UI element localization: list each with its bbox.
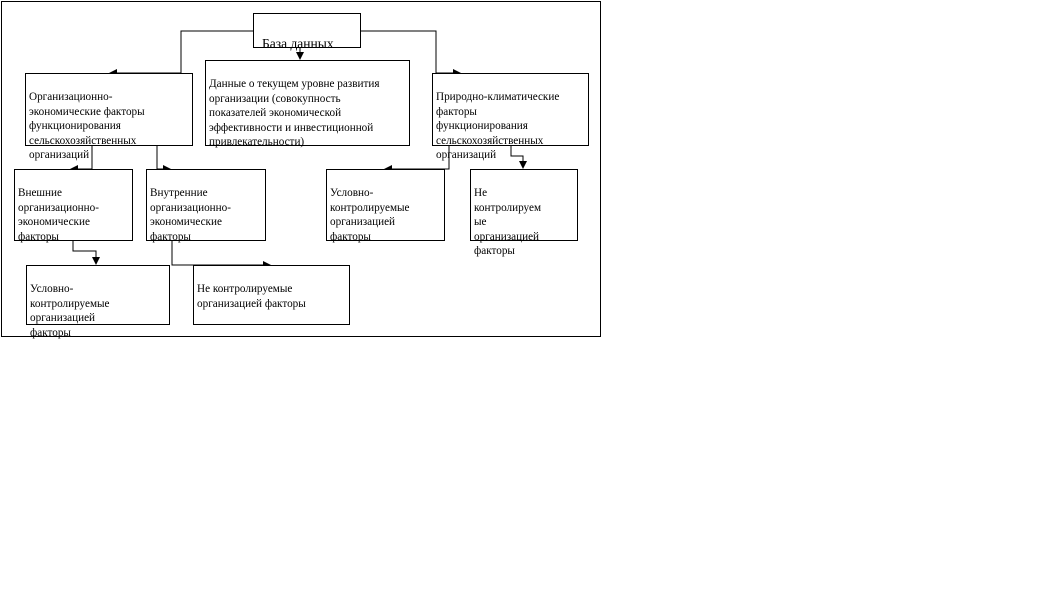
natural-climatic-factors-box bbox=[432, 73, 589, 162]
org-econ-factors-label: Организационно- экономические факторы функционирования сельскохозяйственных организаций bbox=[29, 91, 145, 162]
nc-controlled-factors-box bbox=[326, 169, 445, 241]
nc-uncontrolled-factors-box bbox=[470, 169, 578, 258]
database-box bbox=[253, 13, 361, 51]
ext-controlled-factors-label: Условно- контролируемые организацией факторы bbox=[30, 283, 110, 339]
database-label: База данных bbox=[262, 36, 334, 51]
int-uncontrolled-factors-box bbox=[193, 265, 350, 325]
connector-natural-climatic-to-uncontrolled bbox=[511, 145, 523, 168]
int-uncontrolled-factors-label: Не контролируемые организацией факторы bbox=[197, 283, 306, 310]
connector-org-econ-to-internal bbox=[157, 145, 170, 169]
nc-controlled-factors-label: Условно- контролируемые организацией факторы bbox=[330, 187, 410, 243]
external-factors-box bbox=[14, 169, 133, 241]
internal-factors-box bbox=[146, 169, 266, 241]
current-level-box bbox=[205, 60, 410, 149]
internal-factors-label: Внутренние организационно- экономические факторы bbox=[150, 187, 231, 243]
natural-climatic-factors-label: Природно-климатические факторы функционирования сельскохозяйственных организаций bbox=[436, 91, 560, 162]
external-factors-label: Внешние организационно- экономические факторы bbox=[18, 187, 99, 243]
connector-external-to-controlled bbox=[73, 240, 96, 264]
org-econ-factors-box bbox=[25, 73, 193, 162]
nc-uncontrolled-factors-label: Не контролируем ые организацией факторы bbox=[474, 187, 542, 258]
current-level-label: Данные о текущем уровне развития организации (совокупность показателей экономической эффективности и инвестиционной привлекательности) bbox=[209, 78, 380, 149]
ext-controlled-factors-box bbox=[26, 265, 170, 339]
